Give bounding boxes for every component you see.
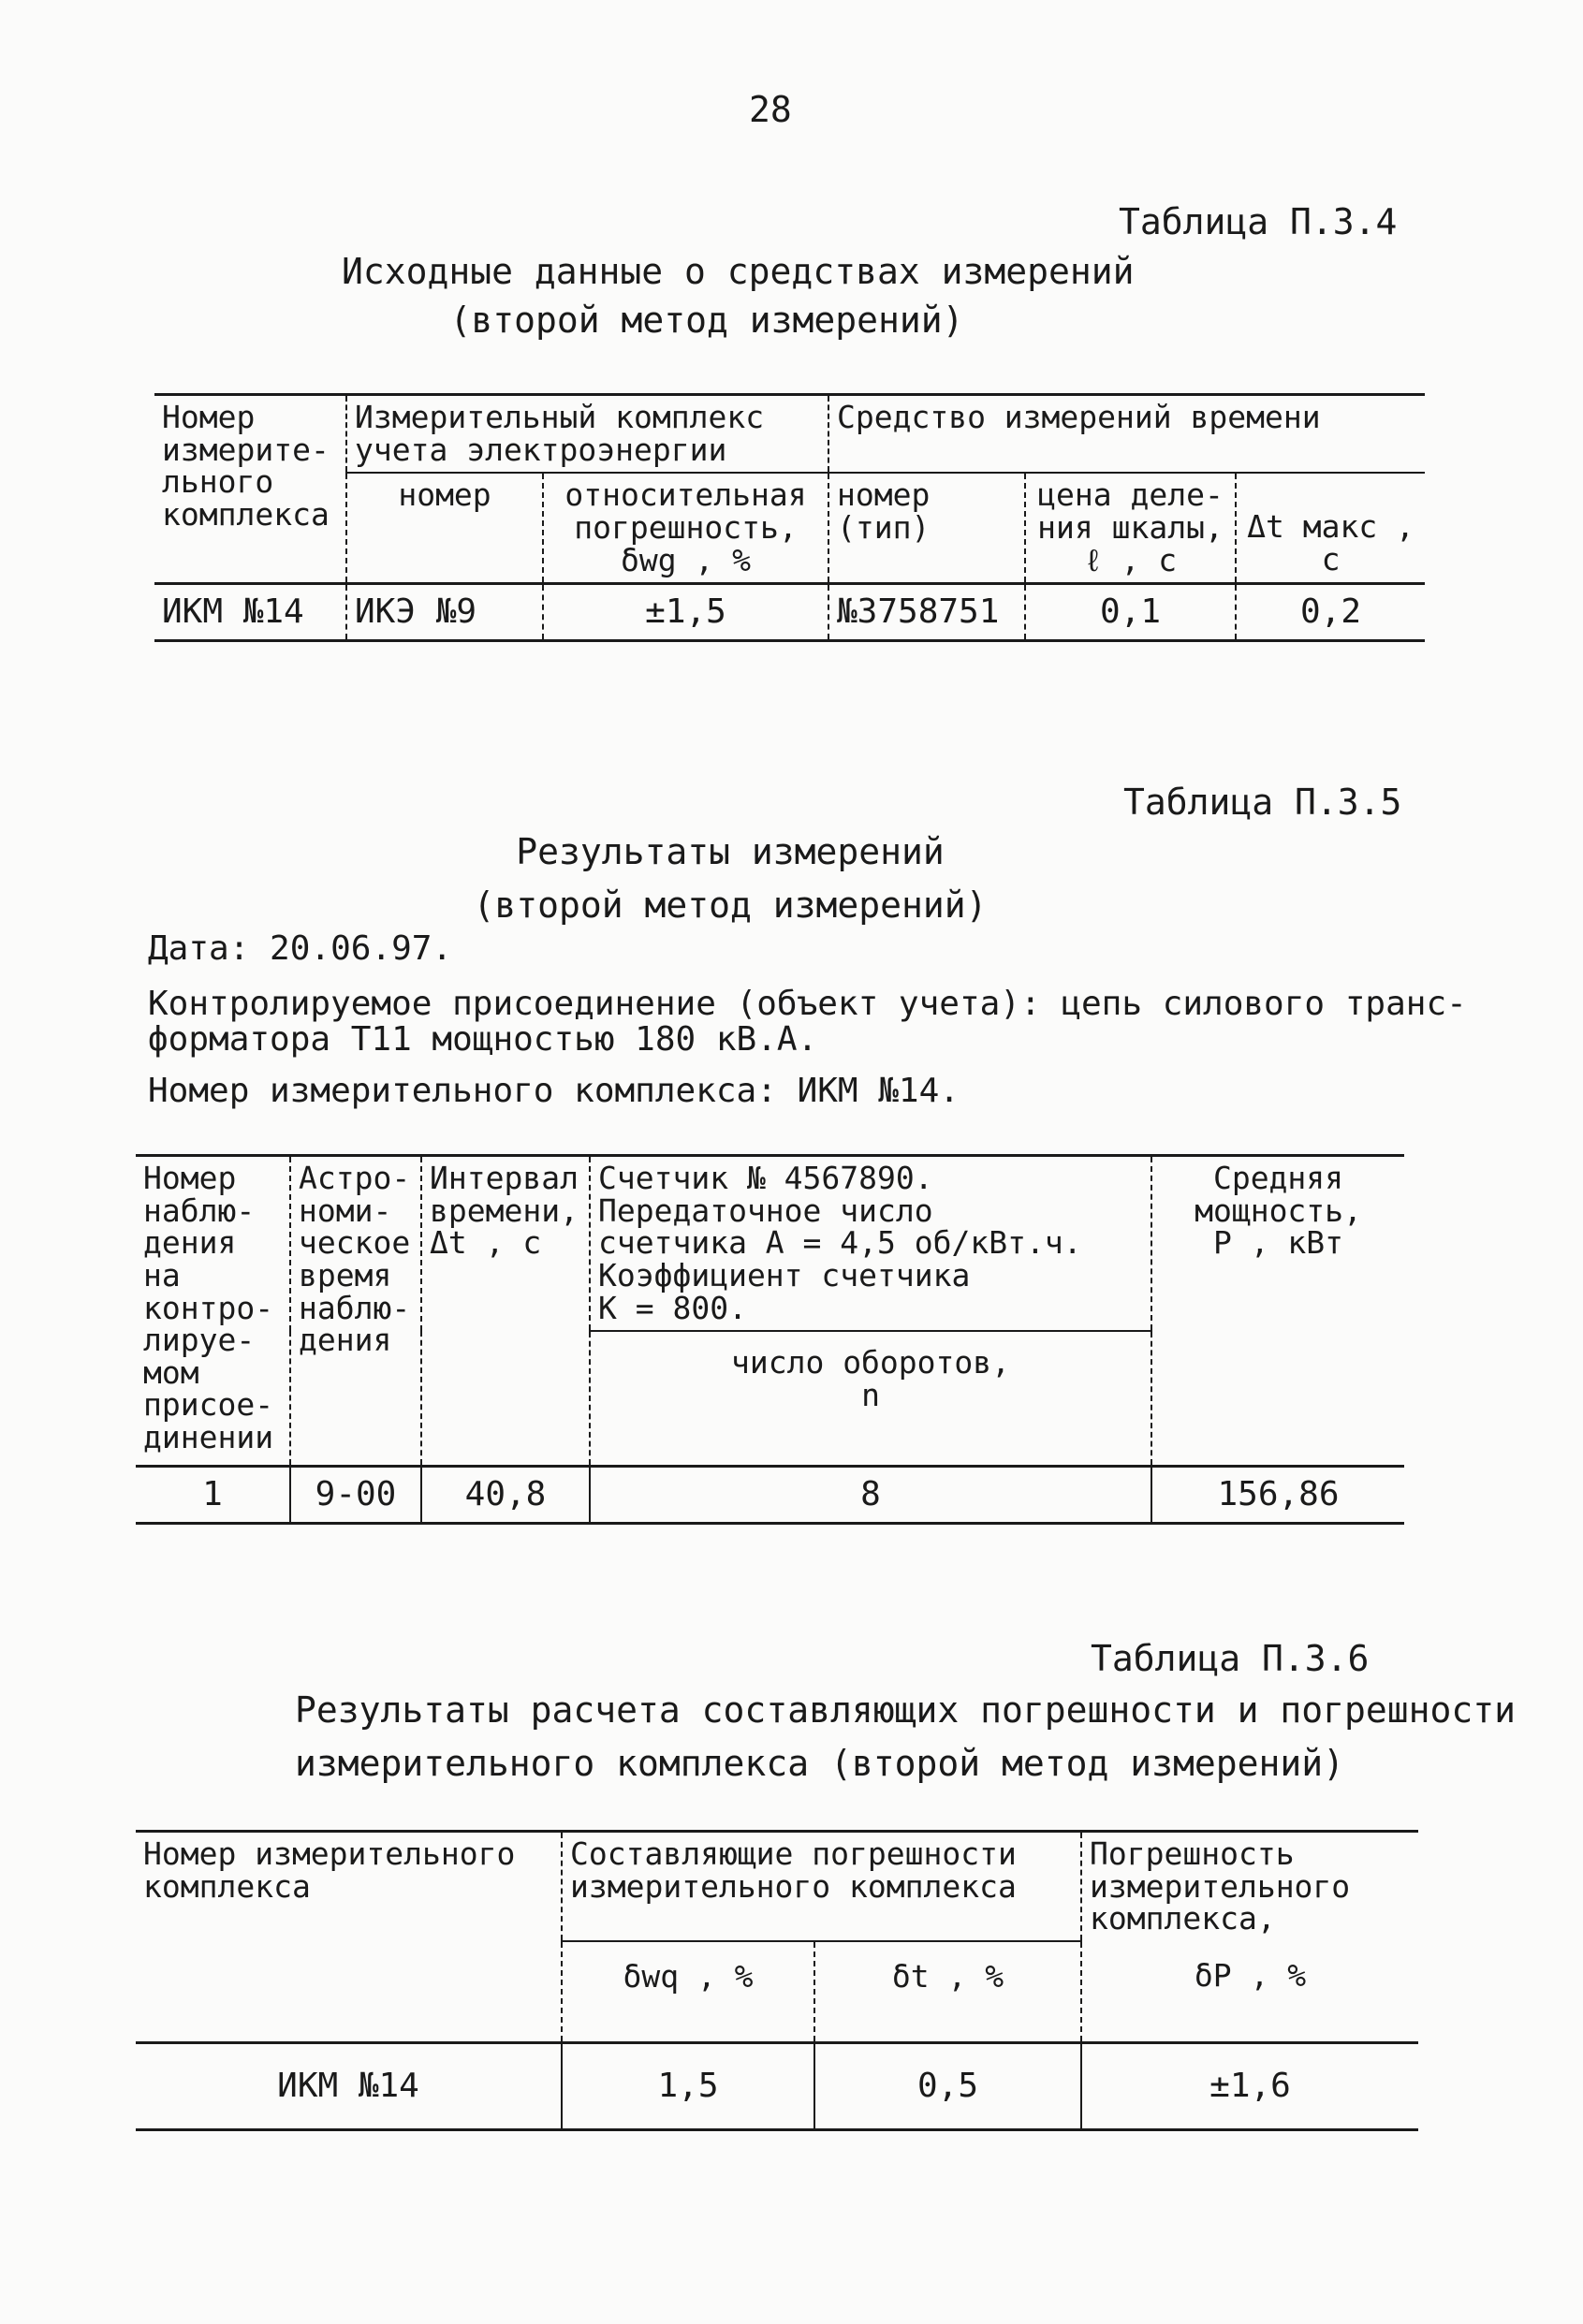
header-observation-no: Номер наблю- дения на контро- лируе- мом присое- динении <box>143 1160 274 1456</box>
header-relative-error: относительная погрешность, δwg , % <box>543 473 828 583</box>
table-p36 <box>136 1830 1418 2131</box>
cell-delta-t-max: 0,2 <box>1236 584 1425 641</box>
header-complex-no: Номер измерите- льного комплекса <box>162 399 330 533</box>
table-caption: Результаты измерений <box>516 831 945 872</box>
connection-line: Контролируемое присоединение (объект учета): цепь силового транс- <box>148 985 1467 1023</box>
header-total-error: Погрешность измерительного комплекса, <box>1081 1832 1418 1941</box>
header-components: Составляющие погрешности измерительного комплекса <box>562 1832 1081 1941</box>
table-label: Таблица П.3.4 <box>1119 201 1398 242</box>
header-delta-p: δP , % <box>1081 1941 1418 2043</box>
cell-delta-wq: 1,5 <box>562 2042 814 2129</box>
header-number-type: номер (тип) <box>828 473 1025 583</box>
cell-revolutions: 8 <box>590 1467 1151 1524</box>
header-delta-wq: δwq , % <box>562 1941 814 2043</box>
table-label: Таблица П.3.6 <box>1091 1638 1370 1679</box>
cell-scale-division: 0,1 <box>1025 584 1236 641</box>
connection-line-cont: форматора Т11 мощностью 180 кВ.А. <box>148 1020 818 1059</box>
header-delta-t-max: Δt макс , с <box>1236 473 1425 583</box>
table-p35 <box>136 1154 1404 1525</box>
header-time-instrument: Средство измерений времени <box>828 395 1425 474</box>
header-avg-power: Средняя мощность, P , кВт <box>1151 1156 1404 1467</box>
header-meas-complex: Измерительный комплекс учета электроэнергии <box>346 395 828 474</box>
header-meter-info: Счетчик № 4567890. Передаточное число счетчика A = 4,5 об/кВт.ч. Коэффициент счетчика K = 800. <box>590 1156 1151 1332</box>
cell-complex-no: ИКМ №14 <box>162 592 304 632</box>
header-delta-t: δt , % <box>814 1941 1081 2043</box>
cell-delta-p: ±1,6 <box>1081 2042 1418 2129</box>
table-caption-subtitle: (второй метод измерений) <box>449 300 964 341</box>
table-caption: Результаты расчета составляющих погрешности и погрешности <box>295 1689 1517 1731</box>
cell-observation-no: 1 <box>202 1475 223 1514</box>
cell-interval: 40,8 <box>421 1467 590 1524</box>
cell-delta-t: 0,5 <box>814 2042 1081 2129</box>
header-interval: Интервал времени, Δt , с <box>421 1156 590 1467</box>
date-line: Дата: 20.06.97. <box>148 929 453 968</box>
cell-complex-no: ИКМ №14 <box>277 2067 419 2106</box>
cell-avg-power: 156,86 <box>1151 1467 1404 1524</box>
page-number: 28 <box>749 89 792 130</box>
cell-number: ИКЭ №9 <box>346 584 543 641</box>
table-caption-subtitle: (второй метод измерений) <box>473 884 988 926</box>
header-scale-division: цена деле- ния шкалы, ℓ , с <box>1025 473 1236 583</box>
header-astro-time: Астро- номи- ческое время наблю- дения <box>290 1156 421 1467</box>
cell-relative-error: ±1,5 <box>543 584 828 641</box>
complex-line: Номер измерительного комплекса: ИКМ №14. <box>148 1072 960 1110</box>
header-revolutions: число оборотов, n <box>590 1331 1151 1467</box>
table-caption: Исходные данные о средствах измерений <box>342 251 1135 292</box>
cell-astro-time: 9-00 <box>290 1467 421 1524</box>
table-p34 <box>154 393 1425 642</box>
table-caption-subtitle: измерительного комплекса (второй метод измерений) <box>295 1743 1345 1784</box>
header-complex-no: Номер измерительного комплекса <box>143 1835 516 1905</box>
header-number: номер <box>346 473 543 583</box>
table-label: Таблица П.3.5 <box>1123 782 1402 823</box>
cell-number-type: №3758751 <box>828 584 1025 641</box>
